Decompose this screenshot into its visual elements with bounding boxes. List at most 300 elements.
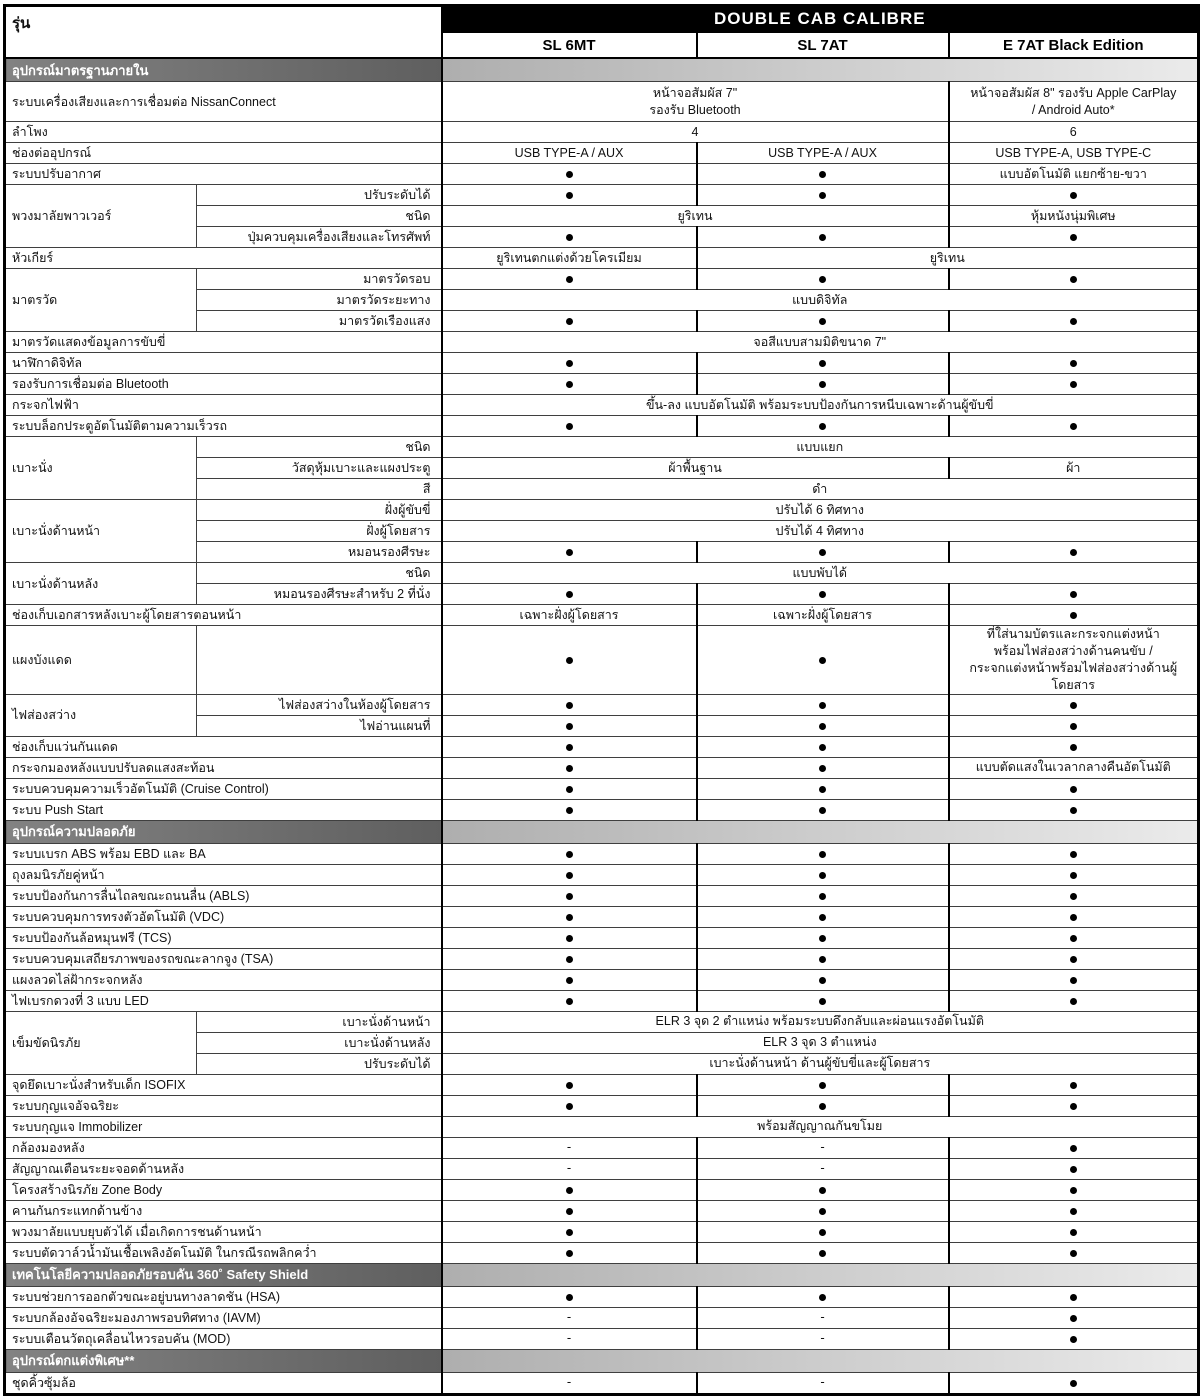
spec-value-cell <box>442 1286 697 1307</box>
spec-value-cell: ยูริเทน <box>442 206 949 227</box>
included-dot-icon <box>819 977 826 984</box>
spec-group-label: ไฟส่องสว่าง <box>5 694 197 736</box>
included-dot-icon <box>819 318 826 325</box>
included-dot-icon <box>819 723 826 730</box>
spec-value-cell <box>697 906 949 927</box>
included-dot-icon <box>1070 1336 1077 1343</box>
spec-sub-label: ปรับระดับได้ <box>197 1053 442 1074</box>
spec-value-cell <box>697 1179 949 1200</box>
section-bar-fill <box>442 1263 1199 1286</box>
spec-value-cell: ผ้าพื้นฐาน <box>442 458 949 479</box>
included-dot-icon <box>1070 851 1077 858</box>
included-dot-icon <box>566 851 573 858</box>
spec-value-cell <box>697 1328 949 1349</box>
spec-value-cell <box>949 694 1199 715</box>
included-dot-icon <box>819 935 826 942</box>
spec-row-label: รองรับการเชื่อมต่อ Bluetooth <box>5 374 442 395</box>
spec-row-label: สัญญาณเตือนระยะจอดด้านหลัง <box>5 1158 442 1179</box>
spec-row <box>5 864 1199 885</box>
spec-value-cell <box>949 1200 1199 1221</box>
included-dot-icon <box>1070 744 1077 751</box>
section-header-row <box>5 58 1199 82</box>
spec-value-cell <box>697 736 949 757</box>
spec-row <box>5 736 1199 757</box>
spec-row-label: ระบบตัดวาล์วน้ำมันเชื้อเพลิงอัตโนมัติ ในกรณีรถพลิกคว่ำ <box>5 1242 442 1263</box>
spec-sub-label: ปรับระดับได้ <box>197 185 442 206</box>
not-included-dash: - <box>820 1139 825 1155</box>
included-dot-icon <box>1070 192 1077 199</box>
spec-row <box>5 1221 1199 1242</box>
spec-row <box>5 843 1199 864</box>
included-dot-icon <box>566 192 573 199</box>
spec-value-cell <box>697 778 949 799</box>
spec-row <box>5 563 1199 584</box>
included-dot-icon <box>1070 1208 1077 1215</box>
spec-value-cell <box>442 626 697 695</box>
spec-value-cell: ขึ้น-ลง แบบอัตโนมัติ พร้อมระบบป้องกันการหนีบเฉพาะด้านผู้ขับขี่ <box>442 395 1199 416</box>
spec-value-cell: เฉพาะฝั่งผู้โดยสาร <box>697 605 949 626</box>
included-dot-icon <box>1070 998 1077 1005</box>
included-dot-icon <box>566 381 573 388</box>
included-dot-icon <box>819 192 826 199</box>
included-dot-icon <box>566 657 573 664</box>
included-dot-icon <box>1070 318 1077 325</box>
spec-value-cell <box>697 1095 949 1116</box>
spec-row <box>5 969 1199 990</box>
spec-row-label: ช่องต่ออุปกรณ์ <box>5 143 442 164</box>
spec-value-cell: USB TYPE-A / AUX <box>442 143 697 164</box>
spec-value-cell <box>442 990 697 1011</box>
spec-value-cell <box>442 969 697 990</box>
spec-row-label: ลำโพง <box>5 122 442 143</box>
spec-row-label: ไฟเบรกดวงที่ 3 แบบ LED <box>5 990 442 1011</box>
spec-value-cell <box>442 736 697 757</box>
spec-value-cell: ยูริเทนตกแต่งด้วยโครเมียม <box>442 248 697 269</box>
included-dot-icon <box>1070 360 1077 367</box>
section-title: อุปกรณ์มาตรฐานภายใน <box>5 58 442 82</box>
spec-value-cell <box>949 1328 1199 1349</box>
spec-value-cell <box>697 1074 949 1095</box>
spec-value-cell <box>442 1221 697 1242</box>
spec-value-cell: แบบตัดแสงในเวลากลางคืนอัตโนมัติ <box>949 757 1199 778</box>
spec-sub-label: ฝั่งผู้ขับขี่ <box>197 500 442 521</box>
included-dot-icon <box>566 893 573 900</box>
included-dot-icon <box>1070 1145 1077 1152</box>
spec-value-cell: แบบแยก <box>442 437 1199 458</box>
spec-row <box>5 778 1199 799</box>
included-dot-icon <box>566 723 573 730</box>
spec-value-cell <box>442 1242 697 1263</box>
spec-row-label: ระบบกุญแจอัจฉริยะ <box>5 1095 442 1116</box>
spec-row <box>5 906 1199 927</box>
included-dot-icon <box>1070 807 1077 814</box>
spec-value-cell <box>949 626 1199 695</box>
included-dot-icon <box>819 893 826 900</box>
spec-value-cell <box>442 584 697 605</box>
spec-row <box>5 927 1199 948</box>
spec-value-cell: USB TYPE-A, USB TYPE-C <box>949 143 1199 164</box>
included-dot-icon <box>1070 276 1077 283</box>
spec-value-cell <box>697 1158 949 1179</box>
included-dot-icon <box>1070 1082 1077 1089</box>
spec-sub-label: ไฟส่องสว่างในห้องผู้โดยสาร <box>197 694 442 715</box>
spec-value-cell <box>442 353 697 374</box>
model-column-header: รุ่น <box>5 6 442 59</box>
spec-value-cell <box>697 1286 949 1307</box>
spec-value-cell <box>949 1307 1199 1328</box>
spec-value-line: หน้าจอสัมผัส 7" <box>652 85 738 100</box>
included-dot-icon <box>1070 872 1077 879</box>
included-dot-icon <box>566 914 573 921</box>
spec-row <box>5 122 1199 143</box>
section-title: เทคโนโลยีความปลอดภัยรอบคัน 360˚ Safety Shield <box>5 1263 442 1286</box>
spec-value-cell <box>949 1372 1199 1394</box>
included-dot-icon <box>1070 1187 1077 1194</box>
spec-value-cell <box>949 1179 1199 1200</box>
spec-sub-label: ชนิด <box>197 206 442 227</box>
included-dot-icon <box>819 381 826 388</box>
spec-value-cell <box>442 82 949 122</box>
spec-value-cell <box>697 227 949 248</box>
spec-row-label: ระบบควบคุมเสถียรภาพของรถขณะลากจูง (TSA) <box>5 948 442 969</box>
spec-row <box>5 1095 1199 1116</box>
not-included-dash: - <box>566 1160 572 1176</box>
included-dot-icon <box>1070 1166 1077 1173</box>
included-dot-icon <box>819 276 826 283</box>
included-dot-icon <box>1070 977 1077 984</box>
not-included-dash: - <box>820 1330 825 1346</box>
spec-value-cell <box>949 778 1199 799</box>
spec-row <box>5 332 1199 353</box>
spec-value-cell <box>949 1158 1199 1179</box>
included-dot-icon <box>566 549 573 556</box>
included-dot-icon <box>566 998 573 1005</box>
spec-value-cell <box>442 864 697 885</box>
spec-value-line: รองรับ Bluetooth <box>649 102 741 117</box>
spec-value-cell <box>949 969 1199 990</box>
included-dot-icon <box>566 702 573 709</box>
spec-sub-label: เบาะนั่งด้านหลัง <box>197 1032 442 1053</box>
spec-row <box>5 1011 1199 1032</box>
included-dot-icon <box>566 591 573 598</box>
spec-value-cell <box>442 227 697 248</box>
spec-row-label: โครงสร้างนิรภัย Zone Body <box>5 1179 442 1200</box>
spec-value-cell: ELR 3 จุด 3 ตำแหน่ง <box>442 1032 1199 1053</box>
spec-row-label: ระบบเครื่องเสียงและการเชื่อมต่อ NissanConnect <box>5 82 442 122</box>
included-dot-icon <box>1070 956 1077 963</box>
included-dot-icon <box>819 423 826 430</box>
spec-value-cell: 4 <box>442 122 949 143</box>
spec-value-cell <box>949 1137 1199 1158</box>
included-dot-icon <box>819 914 826 921</box>
spec-row-label: ระบบกล้องอัจฉริยะมองภาพรอบทิศทาง (IAVM) <box>5 1307 442 1328</box>
included-dot-icon <box>819 851 826 858</box>
spec-value-cell <box>697 757 949 778</box>
spec-value-cell <box>949 374 1199 395</box>
spec-row-label: ระบบเตือนวัตถุเคลื่อนไหวรอบคัน (MOD) <box>5 1328 442 1349</box>
spec-value-cell <box>442 1179 697 1200</box>
spec-value-cell: เบาะนั่งด้านหน้า ด้านผู้ขับขี่และผู้โดยสาร <box>442 1053 1199 1074</box>
spec-row-label: ระบบกุญแจ Immobilizer <box>5 1116 442 1137</box>
included-dot-icon <box>566 234 573 241</box>
included-dot-icon <box>1070 549 1077 556</box>
spec-row-label: ระบบควบคุมการทรงตัวอัตโนมัติ (VDC) <box>5 906 442 927</box>
spec-table <box>3 4 1200 1396</box>
spec-value-cell <box>442 757 697 778</box>
spec-value-cell: ELR 3 จุด 2 ตำแหน่ง พร้อมระบบดึงกลับและผ่อนแรงอัตโนมัติ <box>442 1011 1199 1032</box>
spec-value-cell <box>442 694 697 715</box>
spec-value-cell <box>442 311 697 332</box>
spec-row-label: พวงมาลัยแบบยุบตัวได้ เมื่อเกิดการชนด้านหน้า <box>5 1221 442 1242</box>
spec-value-cell <box>442 1137 697 1158</box>
trim-column-header-sl6mt: SL 6MT <box>442 32 697 58</box>
included-dot-icon <box>1070 786 1077 793</box>
included-dot-icon <box>566 786 573 793</box>
spec-row-label: แผงลวดไล่ฝ้ากระจกหลัง <box>5 969 442 990</box>
section-title: อุปกรณ์ความปลอดภัย <box>5 820 442 843</box>
spec-value-cell <box>442 1372 697 1394</box>
spec-value-cell: ดำ <box>442 479 1199 500</box>
spec-value-cell: แบบดิจิทัล <box>442 290 1199 311</box>
spec-row <box>5 1074 1199 1095</box>
included-dot-icon <box>1070 1229 1077 1236</box>
spec-row <box>5 1179 1199 1200</box>
section-header-row <box>5 820 1199 843</box>
spec-value-cell <box>949 736 1199 757</box>
spec-group-label: เข็มขัดนิรภัย <box>5 1011 197 1074</box>
included-dot-icon <box>1070 591 1077 598</box>
spec-row <box>5 395 1199 416</box>
spec-value-cell <box>442 1095 697 1116</box>
included-dot-icon <box>566 423 573 430</box>
spec-value-cell <box>697 864 949 885</box>
spec-value-cell <box>697 164 949 185</box>
spec-value-cell <box>949 185 1199 206</box>
spec-value-cell <box>949 1221 1199 1242</box>
spec-value-cell <box>697 1242 949 1263</box>
spec-group-label: พวงมาลัยพาวเวอร์ <box>5 185 197 248</box>
spec-value-cell <box>697 584 949 605</box>
spec-row <box>5 694 1199 715</box>
included-dot-icon <box>566 276 573 283</box>
spec-row <box>5 1116 1199 1137</box>
spec-value-cell <box>949 715 1199 736</box>
spec-value-line: หน้าจอสัมผัส 8" รองรับ Apple CarPlay <box>970 85 1177 100</box>
spec-value-cell <box>442 374 697 395</box>
spec-value-cell <box>949 1095 1199 1116</box>
included-dot-icon <box>566 1187 573 1194</box>
spec-row-label: ระบบล็อกประตูอัตโนมัติตามความเร็วรถ <box>5 416 442 437</box>
spec-group-label: มาตรวัด <box>5 269 197 332</box>
spec-value-cell <box>442 843 697 864</box>
spec-row <box>5 500 1199 521</box>
included-dot-icon <box>1070 1250 1077 1257</box>
spec-row <box>5 82 1199 122</box>
spec-value-cell <box>442 416 697 437</box>
spec-value-line: / Android Auto* <box>1031 102 1115 117</box>
included-dot-icon <box>819 1187 826 1194</box>
included-dot-icon <box>566 977 573 984</box>
spec-row-label: นาฬิกาดิจิทัล <box>5 353 442 374</box>
spec-value-cell <box>697 885 949 906</box>
spec-value-cell <box>697 1200 949 1221</box>
spec-row-label: ระบบควบคุมความเร็วอัตโนมัติ (Cruise Control) <box>5 778 442 799</box>
spec-value-cell <box>697 269 949 290</box>
spec-row-label: ระบบ Push Start <box>5 799 442 820</box>
spec-value-cell <box>697 927 949 948</box>
spec-value-cell <box>442 1307 697 1328</box>
included-dot-icon <box>566 807 573 814</box>
section-header-row <box>5 1349 1199 1372</box>
spec-row <box>5 143 1199 164</box>
spec-value-cell <box>442 1328 697 1349</box>
included-dot-icon <box>819 1082 826 1089</box>
included-dot-icon <box>819 807 826 814</box>
spec-value-cell <box>442 542 697 563</box>
not-included-dash: - <box>820 1160 825 1176</box>
spec-value-cell <box>442 269 697 290</box>
included-dot-icon <box>1070 234 1077 241</box>
spec-value-cell <box>697 542 949 563</box>
spec-sub-label: ชนิด <box>197 563 442 584</box>
included-dot-icon <box>566 1208 573 1215</box>
included-dot-icon <box>1070 381 1077 388</box>
spec-value-cell: พร้อมสัญญาณกันขโมย <box>442 1116 1199 1137</box>
included-dot-icon <box>819 657 826 664</box>
spec-row-label: ระบบช่วยการออกตัวขณะอยู่บนทางลาดชัน (HSA) <box>5 1286 442 1307</box>
included-dot-icon <box>1070 1103 1077 1110</box>
spec-value-cell <box>442 927 697 948</box>
included-dot-icon <box>819 591 826 598</box>
spec-row-label: ช่องเก็บเอกสารหลังเบาะผู้โดยสารตอนหน้า <box>5 605 442 626</box>
spec-sub-label: เบาะนั่งด้านหน้า <box>197 1011 442 1032</box>
spec-row <box>5 799 1199 820</box>
spec-value-cell <box>949 416 1199 437</box>
included-dot-icon <box>1070 1315 1077 1322</box>
spec-sub-label: ปุ่มควบคุมเครื่องเสียงและโทรศัพท์ <box>197 227 442 248</box>
included-dot-icon <box>566 360 573 367</box>
spec-value-cell <box>442 1074 697 1095</box>
spec-row <box>5 757 1199 778</box>
spec-row-label: จุดยึดเบาะนั่งสำหรับเด็ก ISOFIX <box>5 1074 442 1095</box>
included-dot-icon <box>819 998 826 1005</box>
included-dot-icon <box>566 318 573 325</box>
spec-value-cell <box>442 715 697 736</box>
spec-value-cell <box>949 990 1199 1011</box>
included-dot-icon <box>566 171 573 178</box>
spec-value-cell <box>697 948 949 969</box>
section-bar-fill <box>442 58 1199 82</box>
spec-value-cell: ปรับได้ 4 ทิศทาง <box>442 521 1199 542</box>
included-dot-icon <box>819 234 826 241</box>
spec-value-cell: ยูริเทน <box>697 248 1199 269</box>
trim-column-header-sl7at: SL 7AT <box>697 32 949 58</box>
spec-value-cell <box>697 1221 949 1242</box>
spec-row <box>5 885 1199 906</box>
included-dot-icon <box>819 1208 826 1215</box>
spec-value-cell <box>697 353 949 374</box>
included-dot-icon <box>566 744 573 751</box>
spec-value-cell <box>949 311 1199 332</box>
spec-value-cell <box>697 185 949 206</box>
spec-row-label: กระจกมองหลังแบบปรับลดแสงสะท้อน <box>5 757 442 778</box>
included-dot-icon <box>1070 723 1077 730</box>
included-dot-icon <box>566 935 573 942</box>
spec-value-cell: หุ้มหนังนุ่มพิเศษ <box>949 206 1199 227</box>
included-dot-icon <box>819 1250 826 1257</box>
included-dot-icon <box>566 872 573 879</box>
spec-value-cell <box>697 715 949 736</box>
spec-row-label: ช่องเก็บแว่นกันแดด <box>5 736 442 757</box>
spec-group-label: เบาะนั่งด้านหลัง <box>5 563 197 605</box>
spec-value-cell <box>949 269 1199 290</box>
spec-value-cell: ปรับได้ 6 ทิศทาง <box>442 500 1199 521</box>
included-dot-icon <box>819 786 826 793</box>
included-dot-icon <box>1070 1380 1077 1387</box>
spec-value-cell: จอสีแบบสามมิติขนาด 7" <box>442 332 1199 353</box>
spec-row-label: ระบบป้องกันล้อหมุนฟรี (TCS) <box>5 927 442 948</box>
spec-value-cell <box>697 843 949 864</box>
spec-value-cell <box>949 1074 1199 1095</box>
spec-row <box>5 1242 1199 1263</box>
trim-column-header-e7at-black-edition: E 7AT Black Edition <box>949 32 1199 58</box>
spec-value-cell <box>949 948 1199 969</box>
spec-value-cell: เฉพาะฝั่งผู้โดยสาร <box>442 605 697 626</box>
included-dot-icon <box>819 360 826 367</box>
spec-value-cell <box>949 542 1199 563</box>
spec-row <box>5 269 1199 290</box>
included-dot-icon <box>819 872 826 879</box>
spec-value-cell <box>442 799 697 820</box>
included-dot-icon <box>1070 935 1077 942</box>
spec-value-cell <box>697 694 949 715</box>
spec-sub-label: วัสดุหุ้มเบาะและแผงประตู <box>197 458 442 479</box>
spec-row <box>5 374 1199 395</box>
included-dot-icon <box>819 956 826 963</box>
spec-value-cell <box>697 990 949 1011</box>
section-header-row <box>5 1263 1199 1286</box>
included-dot-icon <box>1070 914 1077 921</box>
spec-sub-label: สี <box>197 479 442 500</box>
included-dot-icon <box>566 1229 573 1236</box>
not-included-dash: - <box>820 1309 825 1325</box>
spec-row-label: ระบบป้องกันการลื่นไถลขณะถนนลื่น (ABLS) <box>5 885 442 906</box>
spec-value-line: ที่ใส่นามบัตรและกระจกแต่งหน้า <box>986 627 1160 641</box>
spec-row-label: คานกันกระแทกด้านข้าง <box>5 1200 442 1221</box>
spec-value-cell <box>949 1286 1199 1307</box>
spec-row <box>5 990 1199 1011</box>
spec-value-cell <box>949 1242 1199 1263</box>
spec-value-cell <box>442 1158 697 1179</box>
spec-row-label: กระจกไฟฟ้า <box>5 395 442 416</box>
spec-group-label: แผงบังแดด <box>5 626 197 695</box>
included-dot-icon <box>566 1294 573 1301</box>
spec-value-line: กระจกแต่งหน้าพร้อมไฟส่องสว่างด้านผู้โดยสาร <box>969 660 1178 692</box>
trim-group-header: DOUBLE CAB CALIBRE <box>442 6 1199 33</box>
spec-sub-label: มาตรวัดระยะทาง <box>197 290 442 311</box>
spec-value-cell <box>949 843 1199 864</box>
spec-row <box>5 1307 1199 1328</box>
spec-value-cell <box>697 416 949 437</box>
spec-row-label: ถุงลมนิรภัยคู่หน้า <box>5 864 442 885</box>
spec-row <box>5 1328 1199 1349</box>
spec-value-cell <box>697 1372 949 1394</box>
spec-value-cell <box>697 626 949 695</box>
spec-sub-label <box>197 626 442 695</box>
spec-row <box>5 1158 1199 1179</box>
spec-row <box>5 248 1199 269</box>
included-dot-icon <box>1070 893 1077 900</box>
